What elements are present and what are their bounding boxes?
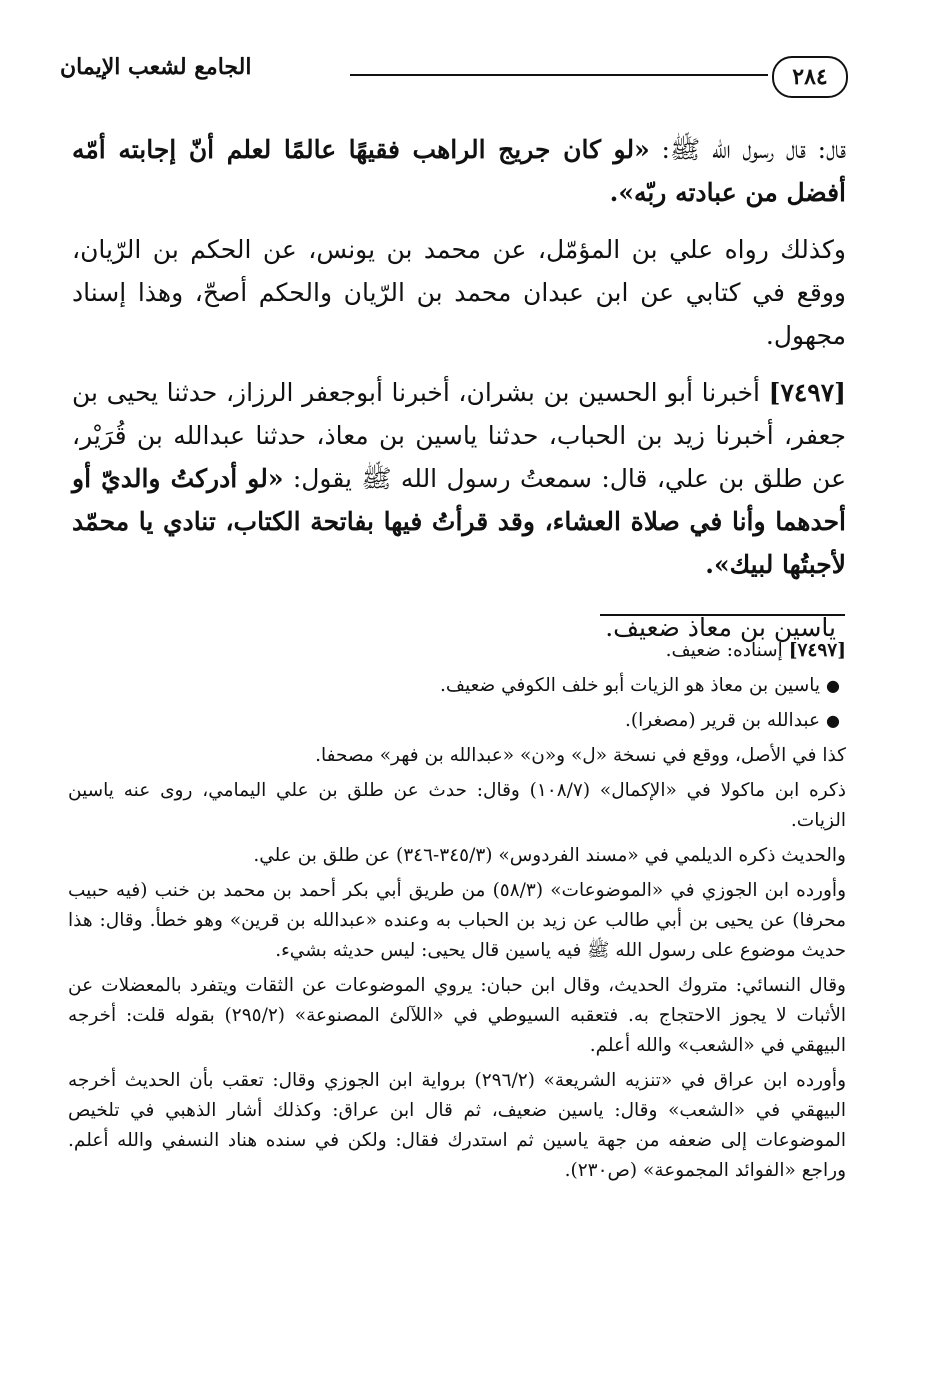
paragraph-hadith-7497	[72, 371, 846, 586]
footnote-grading	[68, 636, 846, 666]
bullet-icon: ●	[826, 711, 840, 730]
hadith-text: «لو كان جريج الراهب فقيهًا عالمًا لعلم أنّ إجابته أمّه أفضل من عبادته ربّه».	[72, 135, 846, 207]
footnote-paragraph: كذا في الأصل، ووقع في نسخة «ل» و«ن» «عبدالله بن فهر» مصحفا.	[315, 745, 846, 766]
isnad-text: أخبرنا أبو الحسين بن بشران، أخبرنا أبوجعفر الرزاز، حدثنا يحيى بن جعفر، أخبرنا زيد بن الحباب، حدثنا ياسين بن معاذ، حدثنا عبدالله بن قُرَيْر، عن طلق بن علي، قال: سمعتُ رسول الله ﷺ يقول:	[72, 378, 847, 493]
footnote-paragraph: وقال النسائي: متروك الحديث، وقال ابن حبان: يروي الموضوعات عن الثقات ويتفرد بالمعضلات عن الأثبات لا يجوز الاحتجاج به. فتعقبه السيوطي في «اللآلئ المصنوعة» (٢٩٥/٢) بقوله قلت: أخرجه البيهقي في «الشعب» والله أعلم.	[68, 975, 847, 1056]
header-rule	[350, 74, 768, 76]
main-text	[72, 128, 846, 663]
paragraph-isnad-note: وكذلك رواه علي بن المؤمّل، عن محمد بن يونس، عن الحكم بن الرّيان، ووقع في كتابي عن ابن عبدان محمد بن الرّيان والحكم أصحّ، وهذا إسناد مجهول.	[72, 235, 846, 350]
footnote-number: [٧٤٩٧]	[788, 640, 846, 661]
footnote-paragraph: والحديث ذكره الديلمي في «مسند الفردوس» (٣٤٥/٣-٣٤٦) عن طلق بن علي.	[253, 845, 846, 866]
footnote-paragraph: ذكره ابن ماكولا في «الإكمال» (١٠٨/٧) وقال: حدث عن طلق بن علي اليمامي، روى عنه ياسين الزيات.	[68, 780, 847, 831]
footnote-separator	[600, 614, 845, 616]
footnote-paragraph: وأورده ابن الجوزي في «الموضوعات» (٥٨/٣) من طريق أبي بكر أحمد بن محمد بن خنب (فيه حبيب محرفا) عن يحيى بن أبي طالب عن زيد بن الحباب به وعنده «عبدالله بن قرين» وهو خطأ. وقال: هذا حديث موضوع على رسول الله ﷺ فيه ياسين قال يحيى: ليس حديثه بشيء.	[68, 880, 846, 961]
footnote-bullet	[68, 671, 846, 701]
paragraph-intro: قال: قال رسول الله ﷺ:	[649, 135, 847, 164]
hadith-text: «لو أدركتُ والديّ أو أحدهما وأنا في صلاة العشاء، وقد قرأتُ فيها بفاتحة الكتاب، تنادي يا محمّد لأجبتُها لبيك».	[72, 464, 846, 579]
footnote-paragraph: وأورده ابن عراق في «تنزيه الشريعة» (٢٩٦/٢) برواية ابن الجوزي وقال: تعقب بأن الحديث أخرجه البيهقي في «الشعب» وقال: ياسين ضعيف، ثم قال ابن عراق: وكذلك أشار الذهبي في تلخيص الموضوعات إلى ضعفه من جهة ياسين ثم استدرك فقال: ولكن في سنده هناد النسفي والله أعلم. وراجع «الفوائد المجموعة» (ص٢٣٠).	[68, 1070, 847, 1181]
footnote-bullet	[68, 706, 846, 736]
grading-note: ياسين بن معاذ ضعيف.	[605, 613, 836, 642]
book-title: الجامع لشعب الإيمان	[60, 54, 252, 80]
page-header	[60, 52, 848, 102]
hadith-number: [٧٤٩٧]	[768, 378, 846, 407]
footnote-text: إسناده: ضعيف.	[665, 640, 789, 661]
page-number: ٢٨٤	[772, 56, 848, 98]
bullet-text: عبدالله بن قرير (مصغرا).	[625, 710, 821, 731]
footnotes	[68, 636, 846, 1191]
paragraph-jurayj	[72, 128, 846, 214]
bullet-icon: ●	[826, 676, 840, 695]
bullet-text: ياسين بن معاذ هو الزيات أبو خلف الكوفي ضعيف.	[439, 675, 821, 696]
